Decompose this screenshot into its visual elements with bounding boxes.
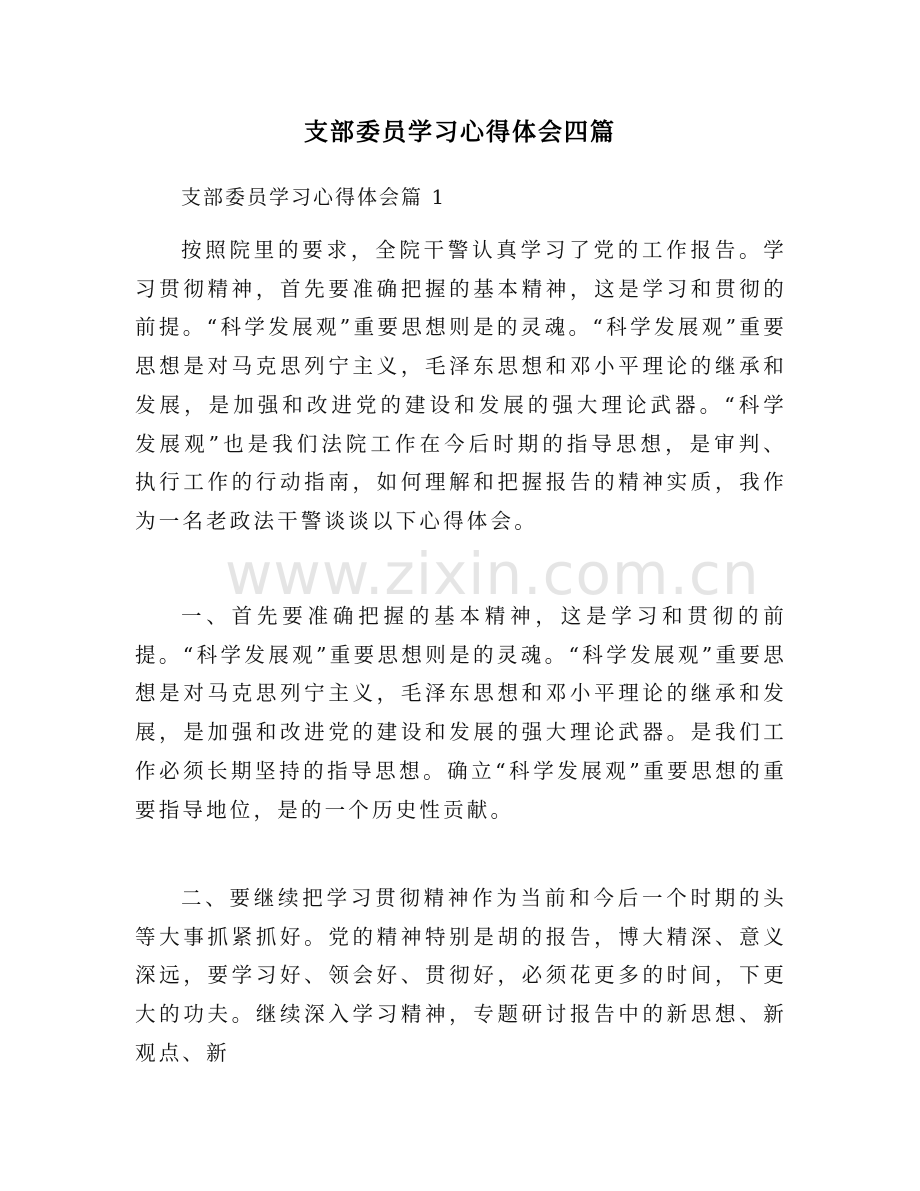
paragraph-intro: 按照院里的要求，全院干警认真学习了党的工作报告。学习贯彻精神，首先要准确把握的基本精神，这是学习和贯彻的前提。“科学发展观”重要思想则是的灵魂。“科学发展观”重要思想是对马克思列宁主义，毛泽东思想和邓小平理论的继承和发展，是加强和改进党的建设和发展的强大理论武器。“科学发展观”也是我们法院工作在今后时期的指导思想，是审判、执行工作的行动指南，如何理解和把握报告的精神实质，我作为一名老政法干警谈谈以下心得体会。 xyxy=(135,238,787,533)
paragraph-point-one: 一、首先要准确把握的基本精神，这是学习和贯彻的前提。“科学发展观”重要思想则是的灵魂。“科学发展观”重要思想是对马克思列宁主义，毛泽东思想和邓小平理论的继承和发展，是加强和改进党的建设和发展的强大理论武器。是我们工作必须长期坚持的指导思想。确立“科学发展观”重要思想的重要指导地位，是的一个历史性贡献。 xyxy=(135,604,787,822)
section-heading: 支部委员学习心得体会篇 1 xyxy=(181,185,447,209)
watermark-text: www.zixin.com.cn xyxy=(225,540,760,608)
paragraph-point-two: 二、要继续把学习贯彻精神作为当前和今后一个时期的头等大事抓紧抓好。党的精神特别是胡的报告，博大精深、意义深远，要学习好、领会好、贯彻好，必须花更多的时间，下更大的功夫。继续深入学习精神，专题研讨报告中的新思想、新观点、新 xyxy=(135,886,787,1065)
document-title: 支部委员学习心得体会四篇 xyxy=(304,118,616,146)
